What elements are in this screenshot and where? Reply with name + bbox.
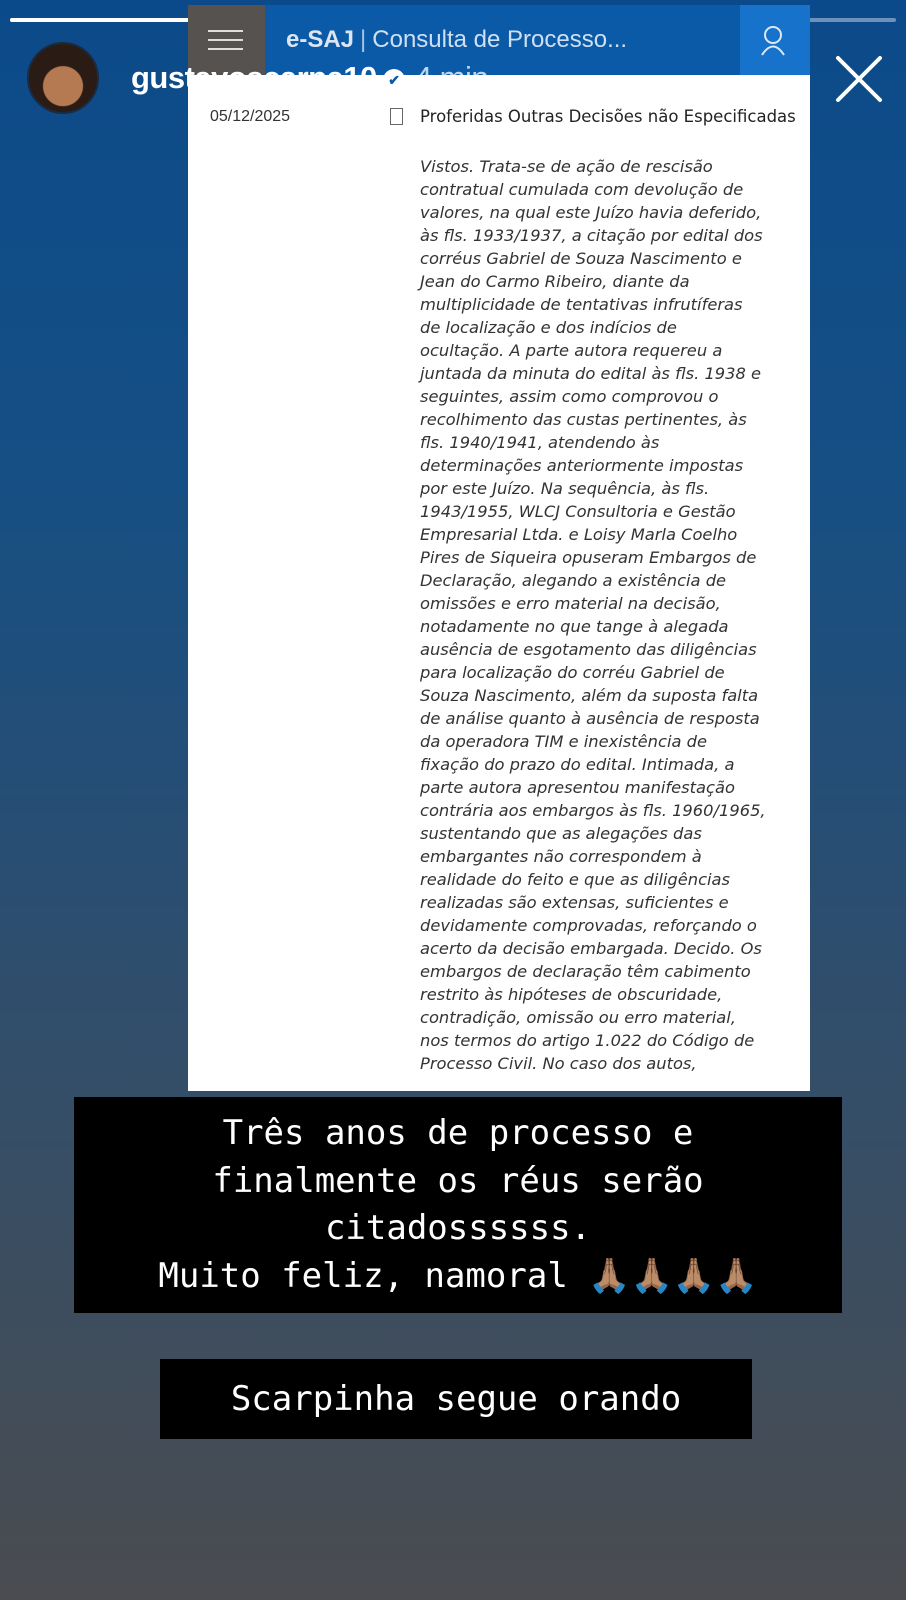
body-line: contrária aos embargos às fls. 1960/1965,: [420, 801, 766, 820]
shared-screenshot: [188, 5, 810, 1091]
body-line: sustentando que as alegações das: [420, 824, 702, 843]
caption-second: Scarpinha segue orando: [160, 1359, 752, 1439]
story-header: [131, 60, 488, 96]
username[interactable]: gustavoscarpa10: [131, 60, 377, 95]
body-line: ocultação. A parte autora requereu a: [420, 341, 723, 360]
caption-line: citadossssss.: [324, 1208, 592, 1248]
body-line: restrito às hipóteses de obscuridade,: [420, 985, 723, 1004]
body-line: valores, na qual este Juízo havia deferido,: [420, 203, 762, 222]
close-icon[interactable]: [832, 52, 886, 106]
body-line: de análise quanto à ausência de resposta: [420, 709, 760, 728]
body-line: Declaração, alegando a existência de: [420, 571, 727, 590]
body-line: seguintes, assim como comprovou o: [420, 387, 719, 406]
caption-line: Muito feliz, namoral 🙏🏽🙏🏽🙏🏽🙏🏽: [158, 1255, 758, 1296]
entry-title: Proferidas Outras Decisões não Especificadas: [420, 107, 796, 126]
body-line: Processo Civil. No caso dos autos,: [420, 1054, 697, 1073]
body-line: omissões e erro material na decisão,: [420, 594, 721, 613]
body-line: corréus Gabriel de Souza Nascimento e: [420, 249, 742, 268]
page-title: Consulta de Processo...: [372, 26, 628, 53]
body-line: para localização do corréu Gabriel de: [420, 663, 725, 682]
body-line: Jean do Carmo Ribeiro, diante da: [420, 272, 690, 291]
body-line: multiplicidade de tentativas infrutíferas: [420, 295, 743, 314]
body-line: fls. 1940/1941, atendendo às: [420, 433, 660, 452]
caption-line: finalmente os réus serão: [212, 1160, 704, 1201]
app-title: e-SAJ | Consulta de Processo...: [286, 26, 628, 53]
body-line: Empresarial Ltda. e Loisy Marla Coelho: [420, 525, 738, 544]
body-line: embargantes não correspondem à: [420, 847, 702, 866]
body-line: 1943/1955, WLCJ Consultoria e Gestão: [420, 502, 736, 521]
brand-name: e-SAJ: [286, 26, 355, 53]
body-line: por este Juízo. Na sequência, às fls.: [420, 479, 710, 498]
story-time: 4 min: [414, 60, 489, 95]
body-line: juntada da minuta do edital às fls. 1938 e: [420, 364, 762, 383]
body-line: da operadora TIM e inexistência de: [420, 732, 707, 751]
body-line: determinações anteriormente impostas: [420, 456, 744, 475]
body-line: contratual cumulada com devolução de: [420, 180, 744, 199]
body-line: realizadas são extensas, suficientes e: [420, 893, 729, 912]
body-line: nos termos do artigo 1.022 do Código de: [420, 1031, 755, 1050]
body-line: ausência de esgotamento das diligências: [420, 640, 757, 659]
body-line: acerto da decisão embargada. Decido. Os: [420, 939, 762, 958]
body-line: Vistos. Trata-se de ação de rescisão: [420, 157, 713, 176]
verified-badge-icon: ✔: [383, 69, 405, 91]
body-line: contradição, omissão ou erro material,: [420, 1008, 736, 1027]
entry-date: 05/12/2025: [210, 108, 291, 125]
body-line: devidamente comprovadas, reforçando o: [420, 916, 757, 935]
body-line: notadamente no que tange à alegada: [420, 617, 729, 636]
body-line: de localização e dos indícios de: [420, 318, 677, 337]
body-line: às fls. 1933/1937, a citação por edital dos: [420, 226, 763, 245]
more-options-button[interactable]: ...: [746, 56, 779, 89]
caption-main: [74, 1097, 842, 1313]
document-checkbox-icon: [390, 108, 403, 125]
body-line: recolhimento das custas pertinentes, às: [420, 410, 747, 429]
body-line: fixação do prazo do edital. Intimada, a: [420, 755, 735, 774]
body-line: parte autora apresentou manifestação: [420, 778, 735, 797]
body-line: Pires de Siqueira opuseram Embargos de: [420, 548, 757, 567]
movement-entry: [188, 75, 810, 1091]
avatar[interactable]: [27, 42, 99, 114]
body-line: embargos de declaração têm cabimento: [420, 962, 751, 981]
entry-body-text: [420, 155, 805, 1075]
caption-line: Três anos de processo e: [222, 1113, 694, 1153]
body-line: Souza Nascimento, além da suposta falta: [420, 686, 759, 705]
body-line: realidade do feito e que as diligências: [420, 870, 731, 889]
